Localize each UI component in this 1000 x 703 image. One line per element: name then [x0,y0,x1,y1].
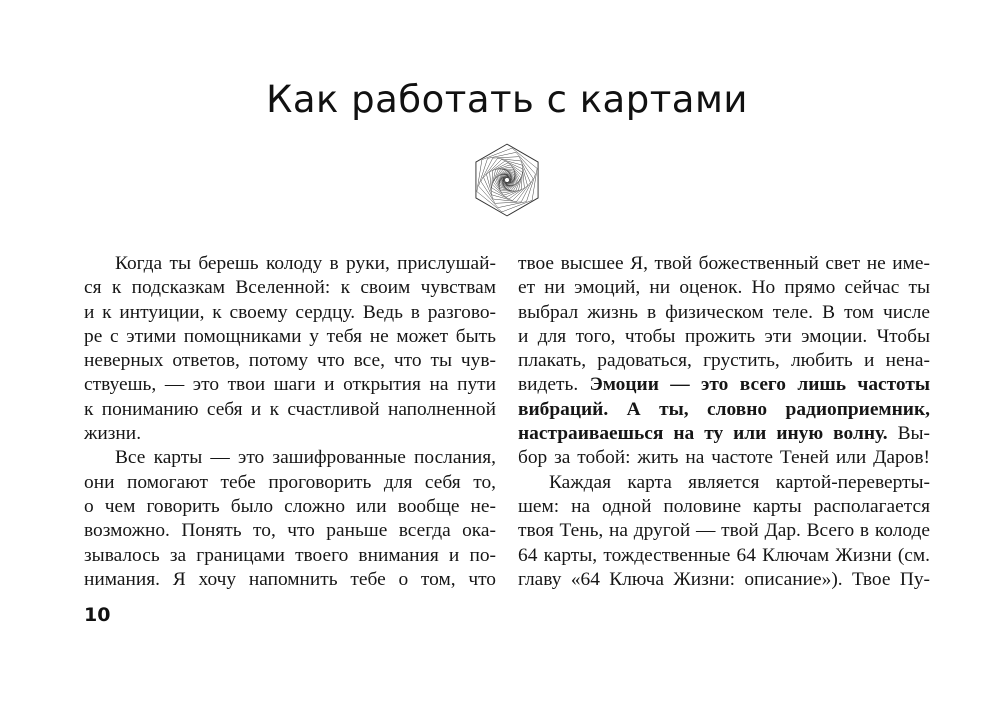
text-line: о чем говорить было сложно или вообще не- [84,495,496,517]
right-column [518,252,930,592]
text-line [518,398,930,422]
bold-text-run: настраиваешься на ту или иную волну. [518,423,888,445]
text-line: Каждая карта является картой-переверты- [549,471,930,493]
text-run: видеть. [518,374,590,396]
text-line: 64 карты, тождественные 64 Ключам Жизни (см. [518,544,930,566]
text-line: Все карты — это зашифрованные послания, [115,447,496,469]
text-line: твоя Тень, на другой — твой Дар. Всего в колоде [518,520,930,542]
text-line: неверных ответов, потому что все, что ты чув- [84,350,496,372]
text-line: твое высшее Я, твой божественный свет не име- [518,253,930,274]
bold-text-run: Эмоции — это всего лишь частоты [589,374,930,396]
text-line: шем: на одной половине карты располагается [518,495,930,517]
text-line: зывалось за границами твоего внимания и по- [84,544,496,566]
page-number: 10 [84,604,111,626]
text-run: Вы- [887,423,930,445]
text-line: выбрал жизнь в физическом теле. В том числе [518,301,930,323]
text-line: ре с этими помощниками у тебя не может быть [84,325,496,347]
bold-text-run: вибраций. А ты, словно радиоприемник, [518,398,930,420]
text-line: ет ни эмоций, ни оценок. Но прямо сейчас ты [518,277,930,299]
text-line: нимания. Я хочу напомнить тебе о том, что [84,568,496,590]
text-line: возможно. Понять то, что раньше всегда ока- [84,520,496,542]
page-title: Как работать с картами [266,78,748,121]
text-line: и для того, чтобы прожить эти эмоции. Чтобы [518,325,930,347]
text-line: к пониманию себя и к счастливой наполненной [84,398,496,420]
text-line: они помогают тебе проговорить для себя то, [84,471,496,493]
text-line: главу «64 Ключа Жизни: описание»). Твое Пу- [518,568,930,590]
text-line: ся к подсказкам Вселенной: к своим чувствам [84,277,496,299]
text-line [518,373,930,397]
text-line: и к интуиции, к своему сердцу. Ведь в разгово- [84,301,496,323]
text-line: ствуешь, — это твои шаги и открытия на пути [84,374,496,396]
hexagon-spiral-icon [468,141,546,219]
text-line: плакать, радоваться, грустить, любить и нена- [518,350,930,372]
text-line: Когда ты берешь колоду в руки, прислушай- [115,253,496,274]
text-line: жизни. [84,423,142,445]
text-line [518,422,930,446]
left-column [84,252,496,592]
text-line: бор за тобой: жить на частоте Теней или Даров! [518,447,930,469]
